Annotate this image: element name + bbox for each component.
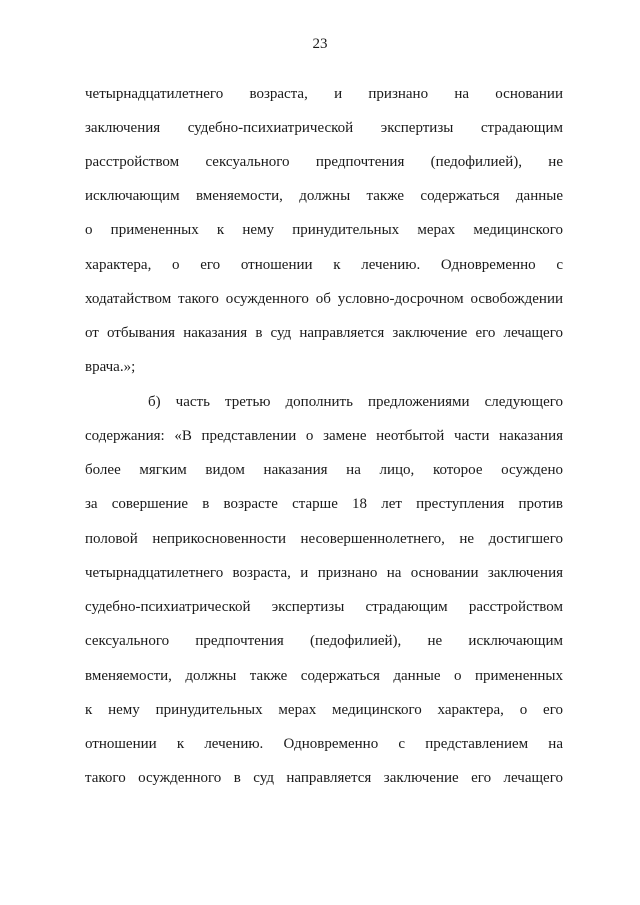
text-line: врача.»; <box>85 359 136 375</box>
text-line: четырнадцатилетнего возраста, и признано на основании <box>85 86 563 102</box>
text-line: б) часть третью дополнить предложениями следующего <box>148 394 563 410</box>
text-line: вменяемости, должны также содержаться данные о примененных <box>85 668 563 684</box>
text-line: заключения судебно-психиатрической экспертизы страдающим <box>85 120 563 136</box>
text-line: отношении к лечению. Одновременно с представлением на <box>85 736 563 752</box>
page-number: 23 <box>312 36 328 52</box>
text-line: к нему принудительных мерах медицинского характера, о его <box>85 702 563 718</box>
text-line: исключающим вменяемости, должны также содержаться данные <box>85 188 563 204</box>
text-line: о примененных к нему принудительных мерах медицинского <box>85 222 563 238</box>
text-line: четырнадцатилетнего возраста, и признано на основании заключения <box>85 565 563 581</box>
text-line: содержания: «В представлении о замене неотбытой части наказания <box>85 428 563 444</box>
text-line: такого осужденного в суд направляется заключение его лечащего <box>85 770 563 786</box>
text-line: ходатайством такого осужденного об условно-досрочном освобождении <box>85 291 563 307</box>
text-line: более мягким видом наказания на лицо, которое осуждено <box>85 462 563 478</box>
text-line: расстройством сексуального предпочтения (педофилией), не <box>85 154 563 170</box>
text-line: за совершение в возрасте старше 18 лет преступления против <box>85 496 563 512</box>
text-line: половой неприкосновенности несовершеннолетнего, не достигшего <box>85 531 563 547</box>
text-line: от отбывания наказания в суд направляется заключение его лечащего <box>85 325 563 341</box>
text-line: характера, о его отношении к лечению. Одновременно с <box>85 257 563 273</box>
text-line: сексуального предпочтения (педофилией), не исключающим <box>85 633 563 649</box>
text-line: судебно-психиатрической экспертизы страдающим расстройством <box>85 599 563 615</box>
